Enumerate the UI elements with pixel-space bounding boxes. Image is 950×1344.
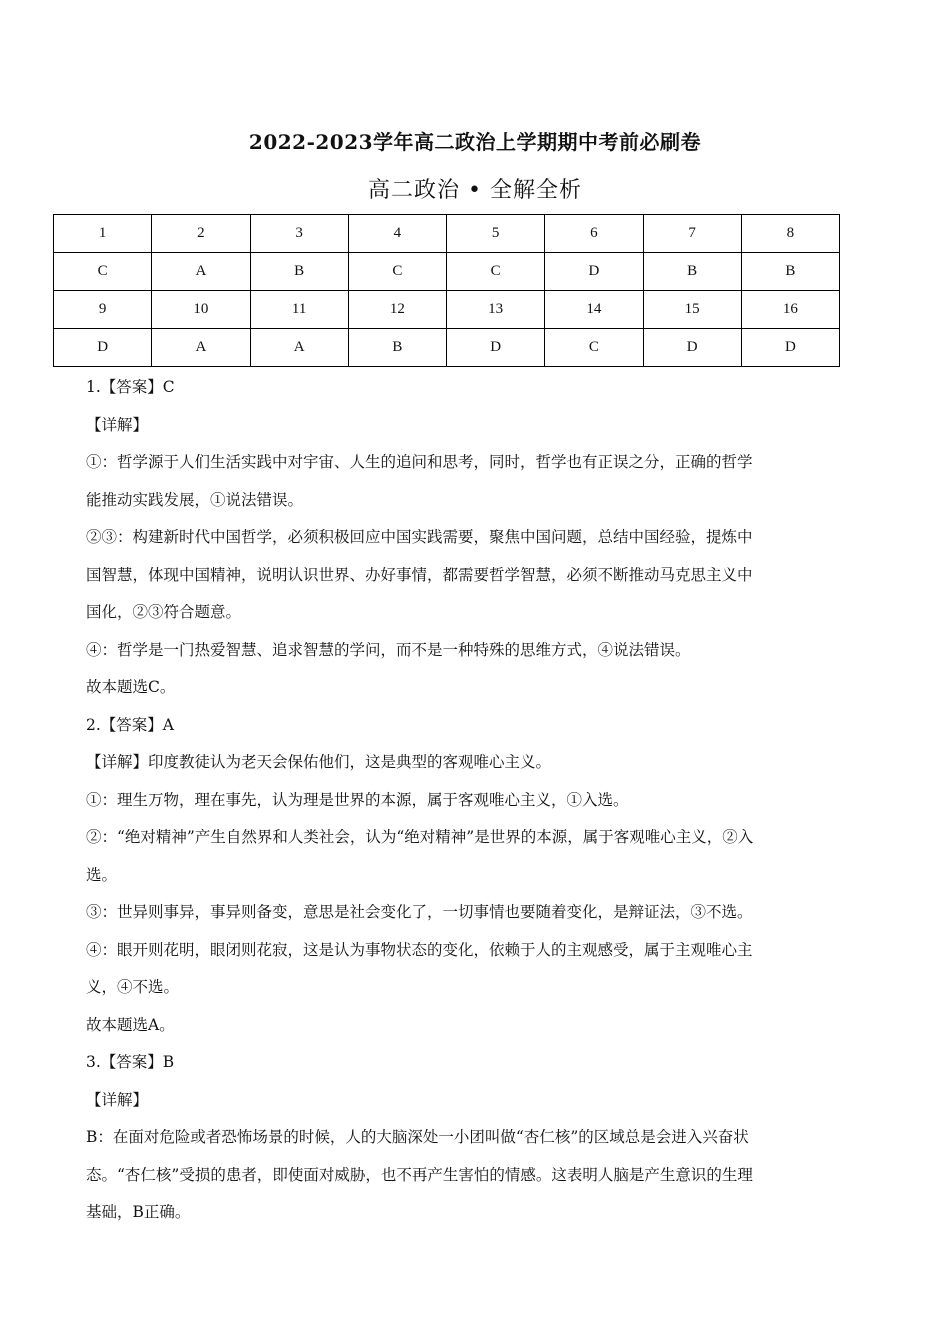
answer-cell: B — [250, 253, 348, 291]
question-number-cell: 9 — [54, 291, 152, 329]
text-line: 故本题选A。 — [86, 1015, 175, 1034]
question-number-cell: 6 — [545, 215, 643, 253]
text-line: ①：理生万物，理在事先，认为理是世界的本源，属于客观唯心主义，①入选。 — [86, 790, 629, 809]
answer-cell: C — [54, 253, 152, 291]
question-number-cell: 4 — [348, 215, 446, 253]
explanation-text — [86, 369, 816, 1232]
answer-cell: D — [545, 253, 643, 291]
answer-table-row — [54, 291, 840, 329]
question-number-cell: 7 — [643, 215, 741, 253]
answer-cell: C — [348, 253, 446, 291]
question-number-cell: 2 — [152, 215, 250, 253]
answer-cell: A — [152, 253, 250, 291]
text-line: 故本题选C。 — [86, 678, 176, 696]
answer-cell: A — [250, 329, 348, 367]
text-line: ②③：构建新时代中国哲学，必须积极回应中国实践需要，聚焦中国问题，总结中国经验，提炼中 — [86, 528, 753, 546]
question-number-cell: 8 — [741, 215, 839, 253]
question-number-cell: 14 — [545, 291, 643, 329]
question-number-cell: 12 — [348, 291, 446, 329]
answer-table — [53, 214, 840, 367]
text-line: 【详解】印度教徒认为老天会保佑他们，这是典型的客观唯心主义。 — [86, 753, 552, 771]
question-number-cell: 5 — [447, 215, 545, 253]
answer-cell: C — [545, 329, 643, 367]
question-number-cell: 15 — [643, 291, 741, 329]
question-number-cell: 3 — [250, 215, 348, 253]
answer-cell: D — [643, 329, 741, 367]
text-line: 国智慧，体现中国精神，说明认识世界、办好事情，都需要哲学智慧，必须不断推动马克思主义中 — [86, 565, 753, 584]
answer-cell: B — [741, 253, 839, 291]
answer-table-row — [54, 329, 840, 367]
question-number-cell: 1 — [54, 215, 152, 253]
document-title: 2022-2023学年高二政治上学期期中考前必刷卷 — [248, 130, 702, 154]
answer-cell: D — [741, 329, 839, 367]
text-line: 选。 — [86, 865, 118, 884]
answer-table-row — [54, 253, 840, 291]
text-line: 【详解】 — [86, 415, 149, 434]
text-line: ④：哲学是一门热爱智慧、追求智慧的学问，而不是一种特殊的思维方式，④说法错误。 — [86, 640, 691, 659]
answer-cell: C — [447, 253, 545, 291]
text-line: 义，④不选。 — [86, 978, 180, 996]
answer-cell: B — [643, 253, 741, 291]
text-line: 基础，B正确。 — [86, 1203, 191, 1221]
document-subtitle: 高二政治 • 全解全析 — [368, 178, 582, 203]
text-line: B：在面对危险或者恐怖场景的时候，人的大脑深处一小团叫做“杏仁核”的区域总是会进入兴奋状 — [86, 1128, 749, 1146]
text-line: 3.【答案】B — [86, 1053, 175, 1071]
text-line: 2.【答案】A — [86, 715, 174, 734]
text-line: 国化，②③符合题意。 — [86, 603, 242, 621]
answer-cell: A — [152, 329, 250, 367]
text-line: 1.【答案】C — [86, 378, 175, 396]
answer-cell: D — [54, 329, 152, 367]
answer-table-row — [54, 215, 840, 253]
text-line: 【详解】 — [86, 1090, 149, 1109]
text-line: ②：“绝对精神”产生自然界和人类社会，认为“绝对精神”是世界的本源，属于客观唯心主义，②入 — [86, 828, 754, 846]
text-line: ③：世异则事异，事异则备变，意思是社会变化了，一切事情也要随着变化，是辩证法，③不选。 — [86, 903, 753, 921]
question-number-cell: 11 — [250, 291, 348, 329]
text-line: 能推动实践发展，①说法错误。 — [86, 490, 304, 509]
question-number-cell: 13 — [447, 291, 545, 329]
question-number-cell: 16 — [741, 291, 839, 329]
text-line: 态。“杏仁核”受损的患者，即使面对威胁，也不再产生害怕的情感。这表明人脑是产生意识的生理 — [86, 1165, 753, 1184]
answer-cell: D — [447, 329, 545, 367]
answer-cell: B — [348, 329, 446, 367]
text-line: ④：眼开则花明，眼闭则花寂，这是认为事物状态的变化，依赖于人的主观感受，属于主观唯心主 — [86, 940, 753, 959]
text-line: ①：哲学源于人们生活实践中对宇宙、人生的追问和思考，同时，哲学也有正误之分，正确的哲学 — [86, 453, 753, 471]
question-number-cell: 10 — [152, 291, 250, 329]
